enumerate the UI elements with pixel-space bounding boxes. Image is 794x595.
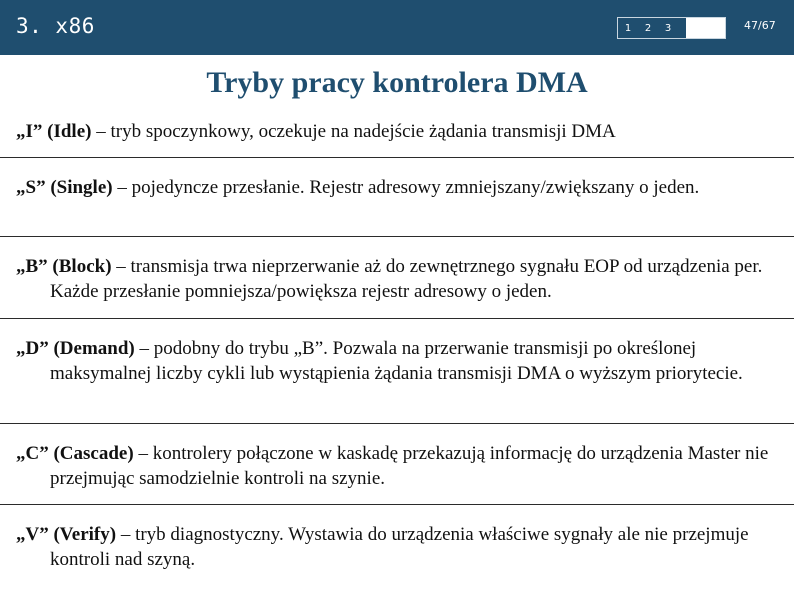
nav-tab-1[interactable]: 1 (624, 22, 632, 34)
nav-progress (686, 18, 725, 38)
page-separator: / (758, 19, 762, 32)
mode-item-demand (16, 336, 778, 386)
mode-item-block (16, 254, 778, 304)
mode-item-idle (16, 119, 778, 144)
header-bar (0, 0, 794, 55)
separator-line (0, 423, 794, 424)
mode-code: „S” (Single) (16, 177, 113, 198)
mode-description: – tryb spoczynkowy, oczekuje na nadejście żądania transmisji DMA (91, 121, 616, 142)
page-current: 47 (744, 19, 758, 32)
nav-tab-2[interactable]: 2 (644, 22, 652, 34)
mode-description: – podobny do trybu „B”. Pozwala na przerwanie transmisji po określonej maksymalnej liczby cykli lub wystąpienia żądania transmisji DMA o wyższym priorytecie. (50, 338, 743, 384)
mode-description: – kontrolery połączone w kaskadę przekazują informację do urządzenia Master nie przejmując samodzielnie kontroli na szynie. (50, 443, 769, 489)
nav-tab-3[interactable]: 3 (664, 22, 672, 34)
page-total: 67 (761, 19, 776, 32)
slide-navigation (617, 17, 726, 39)
mode-description: – transmisja trwa nieprzerwanie aż do zewnętrznego sygnału EOP od urządzenia per. Każde przesłanie pomniejsza/powiększa rejestr adresowy o jeden. (50, 256, 763, 302)
mode-code: „C” (Cascade) (16, 443, 134, 464)
mode-code: „D” (Demand) (16, 338, 135, 359)
separator-line (0, 157, 794, 158)
mode-description: – tryb diagnostyczny. Wystawia do urządzenia właściwe sygnały ale nie przejmuje kontroli nad szyną. (50, 524, 749, 570)
page-counter (744, 19, 776, 32)
mode-code: „I” (Idle) (16, 121, 92, 142)
section-title: 3. x86 (16, 14, 95, 38)
separator-line (0, 504, 794, 505)
mode-code: „B” (Block) (16, 256, 112, 277)
nav-tabs (618, 18, 686, 38)
slide-title: Tryby pracy kontrolera DMA (206, 66, 588, 99)
mode-code: „V” (Verify) (16, 524, 117, 545)
separator-line (0, 318, 794, 319)
mode-item-cascade (16, 441, 778, 491)
separator-line (0, 236, 794, 237)
mode-description: – pojedyncze przesłanie. Rejestr adresowy zmniejszany/zwiększany o jeden. (112, 177, 700, 198)
mode-item-single (16, 175, 778, 200)
mode-item-verify (16, 522, 778, 572)
